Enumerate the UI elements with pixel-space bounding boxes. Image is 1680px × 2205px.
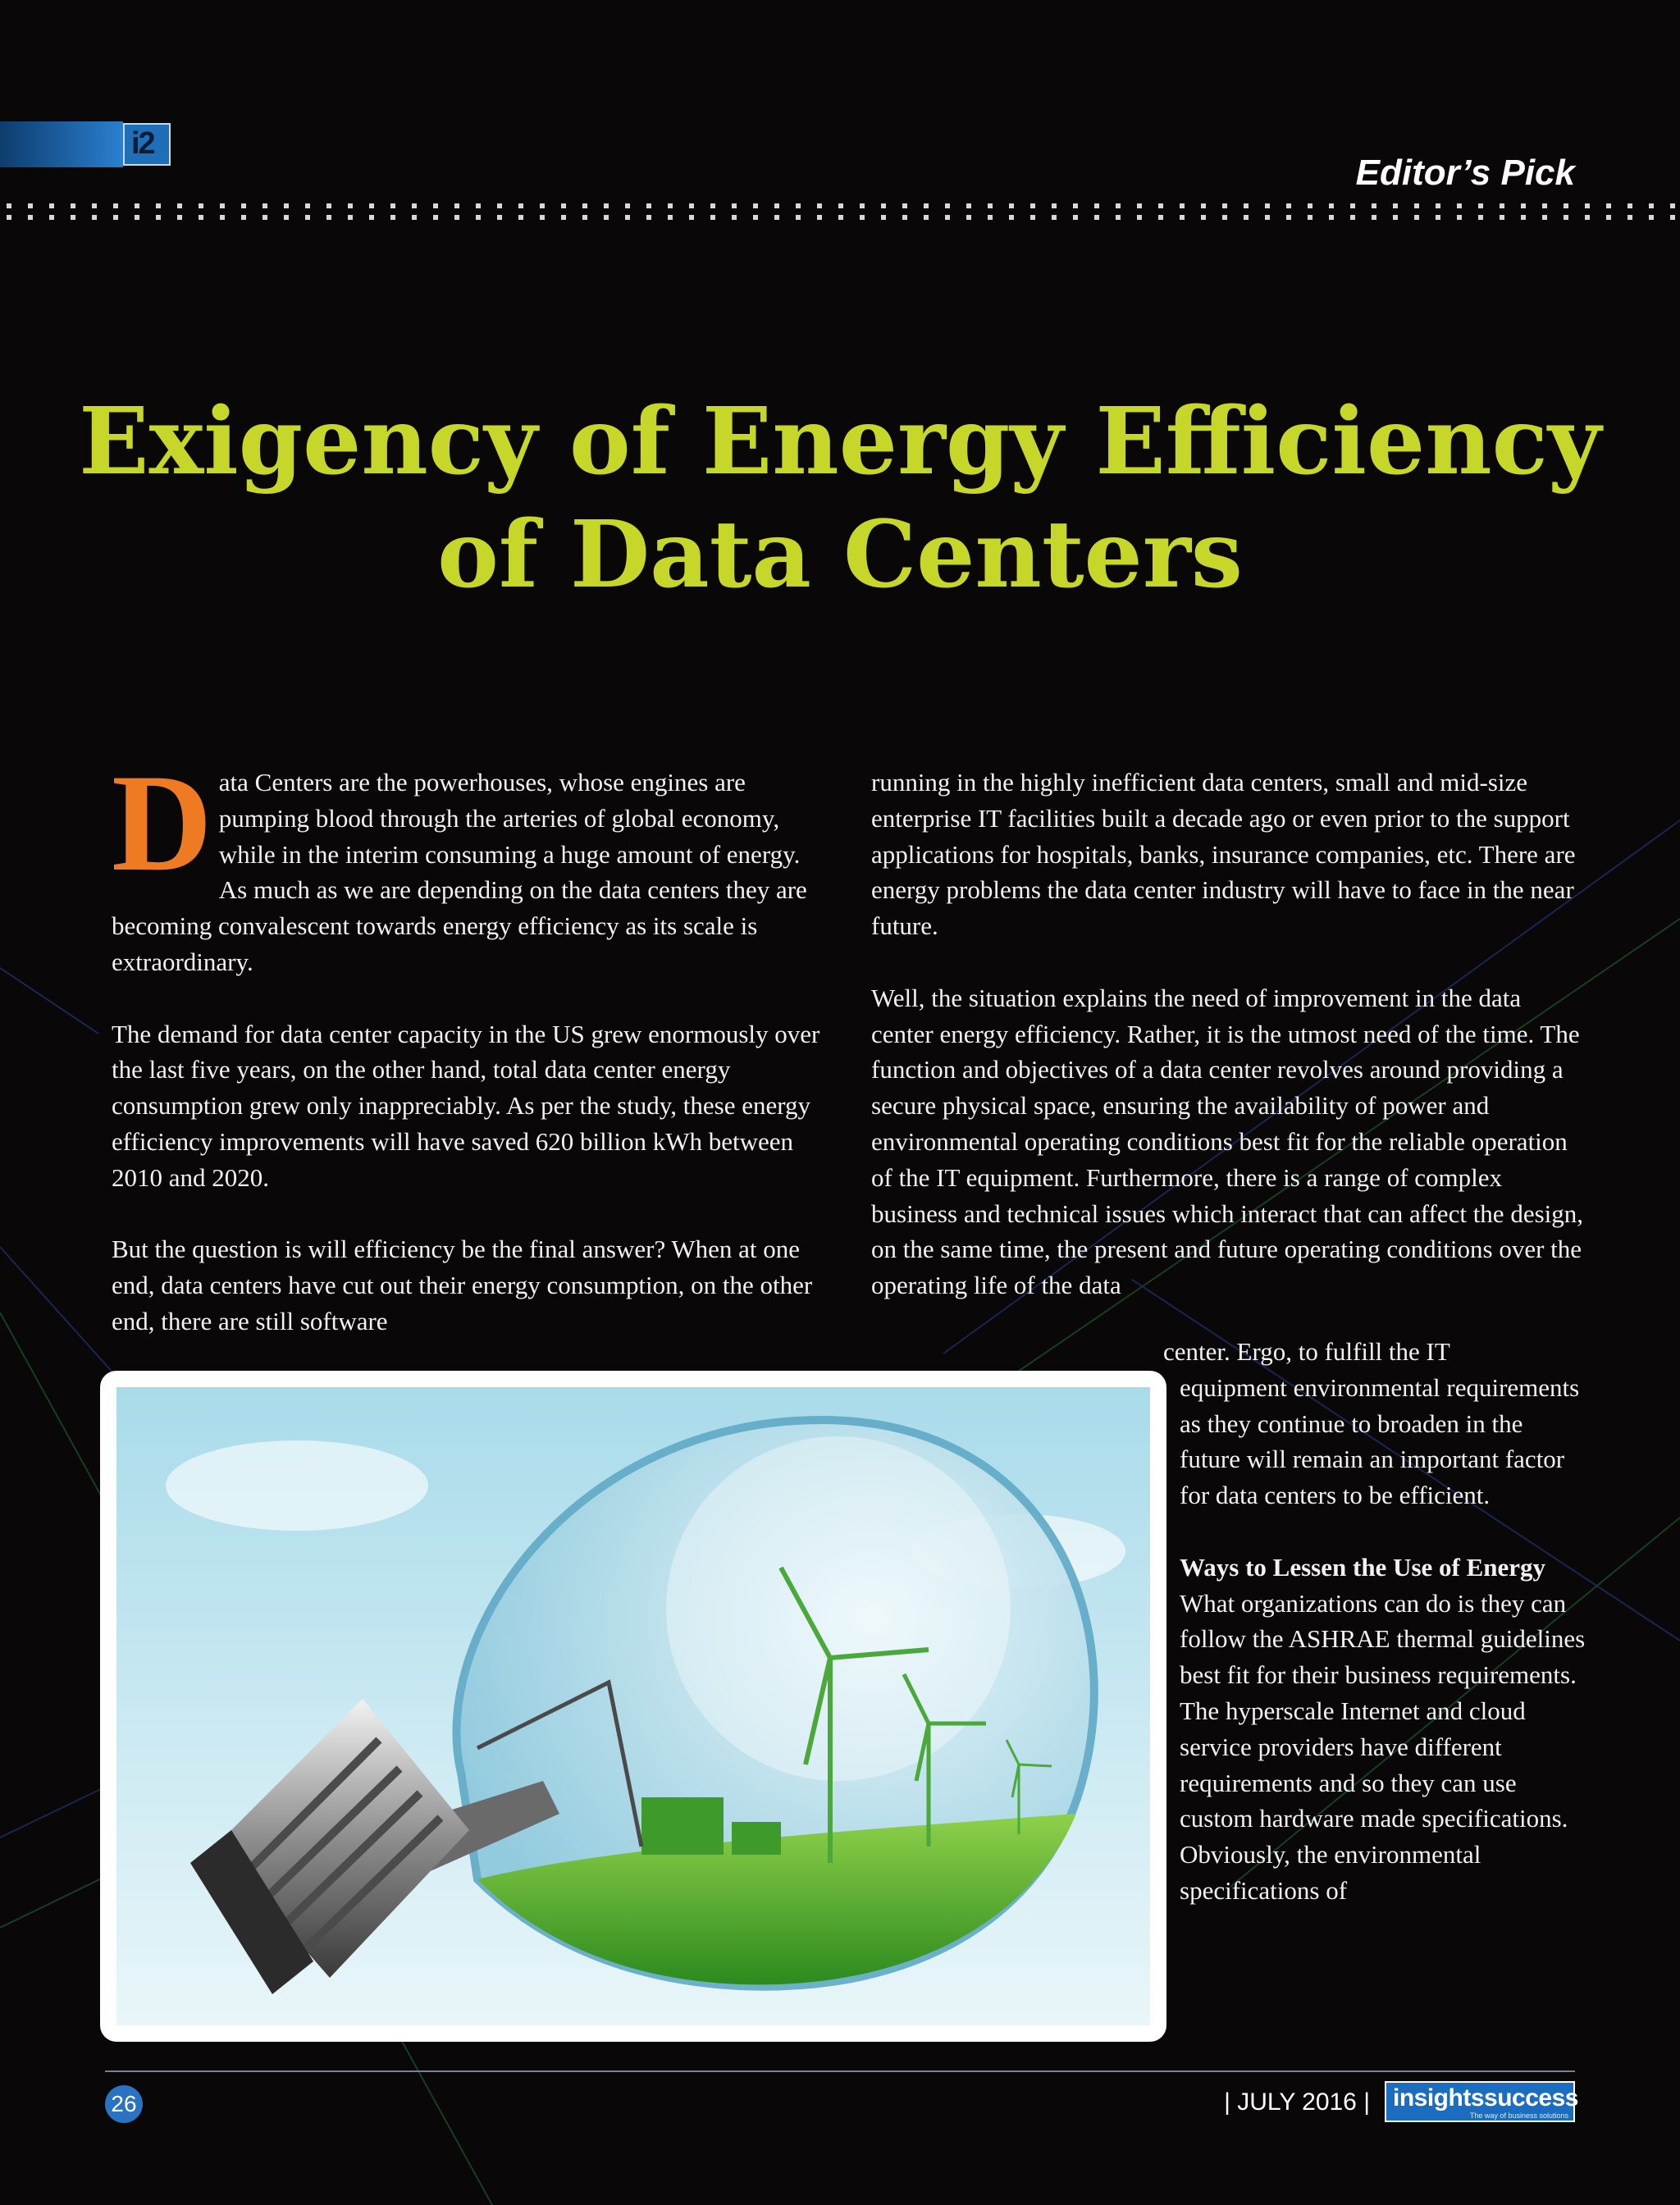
building	[641, 1797, 724, 1855]
lightbulb-illustration	[116, 1387, 1150, 2025]
section-title: Editor’s Pick	[1355, 153, 1575, 193]
article-headline	[0, 386, 1680, 612]
dropcap: D	[112, 746, 212, 900]
article-column-left	[112, 746, 825, 1376]
subheading: Ways to Lessen the Use of Energy	[1180, 1552, 1546, 1582]
footer-rule	[105, 2070, 1575, 2072]
cloud	[166, 1440, 428, 1531]
photo-frame	[100, 1371, 1166, 2042]
paragraph-4: running in the highly inefficient data centers, small and mid-size enterprise IT facilities built a decade ago or even prior to the support applications for hospitals, banks, insurance companies, etc. There are energy problems the data center industry will have to face in the near future.	[871, 768, 1576, 941]
logo-gradient-bar	[0, 121, 123, 167]
headline-line-2: of Data Centers	[437, 501, 1243, 609]
issue-date: | JULY 2016 |	[1224, 2089, 1370, 2116]
paragraph-6: What organizations can do is they can follow the ASHRAE thermal guidelines best fit for their business requirements. The hyperscale Internet and cloud service providers have different requirements and so they can use custom hardware made specifications. Obviously, the environmental specifications of	[1180, 1588, 1586, 1905]
paragraph-5-continued-lead: center. Ergo, to fulfill the IT	[1163, 1337, 1450, 1366]
paragraph-3: But the question is will efficiency be the final answer? When at one end, data centers have cut out their energy consumption, on the other end, there are still software	[112, 1235, 813, 1335]
magazine-logo	[123, 123, 171, 166]
paragraph-5-continued-text: equipment environmental requirements as they continue to broaden in the future will remain an important factor for data centers to be efficient.	[1180, 1372, 1580, 1510]
building	[732, 1822, 781, 1855]
paragraph-5-continued	[1163, 1334, 1590, 1513]
paragraph-1-text: ata Centers are the powerhouses, whose engines are pumping blood through the arteries of global economy, while in the interim consuming a huge amount of energy. As much as we are depending on the data centers they are becoming convalescent towards energy efficiency as its scale is extraordinary.	[112, 768, 807, 976]
brand-logo	[1385, 2081, 1578, 2122]
dotted-divider	[0, 202, 1680, 221]
page-number-badge: 26	[105, 2085, 143, 2123]
brand-logo-tagline: The way of business solutions	[1469, 2111, 1568, 2120]
paragraph-1	[112, 746, 825, 980]
bulb-highlight	[666, 1436, 1011, 1781]
headline-line-1: Exigency of Energy Efficiency	[79, 388, 1601, 495]
brand-logo-name: insightssuccess	[1393, 2084, 1578, 2111]
magazine-logo-text: i2	[131, 126, 154, 161]
article-column-narrow	[1163, 1334, 1590, 1945]
article-column-right	[871, 765, 1585, 1340]
paragraph-5: Well, the situation explains the need of improvement in the data center energy efficiency. Rather, it is the utmost need of the time. The function and objectives of a data center revolves around providing a secure physical space, ensuring the availability of power and environmental operating conditions best fit for the reliable operation of the IT equipment. Furthermore, there is a range of complex business and technical issues which interact that can affect the design, on the same time, the present and future operating conditions over the operating life of the data	[871, 983, 1583, 1300]
paragraph-2: The demand for data center capacity in the US grew enormously over the last five years, on the other hand, total data center energy consumption grew only inappreciably. As per the study, these energy efficiency improvements will have saved 620 billion kWh between 2010 and 2020.	[112, 1019, 820, 1192]
